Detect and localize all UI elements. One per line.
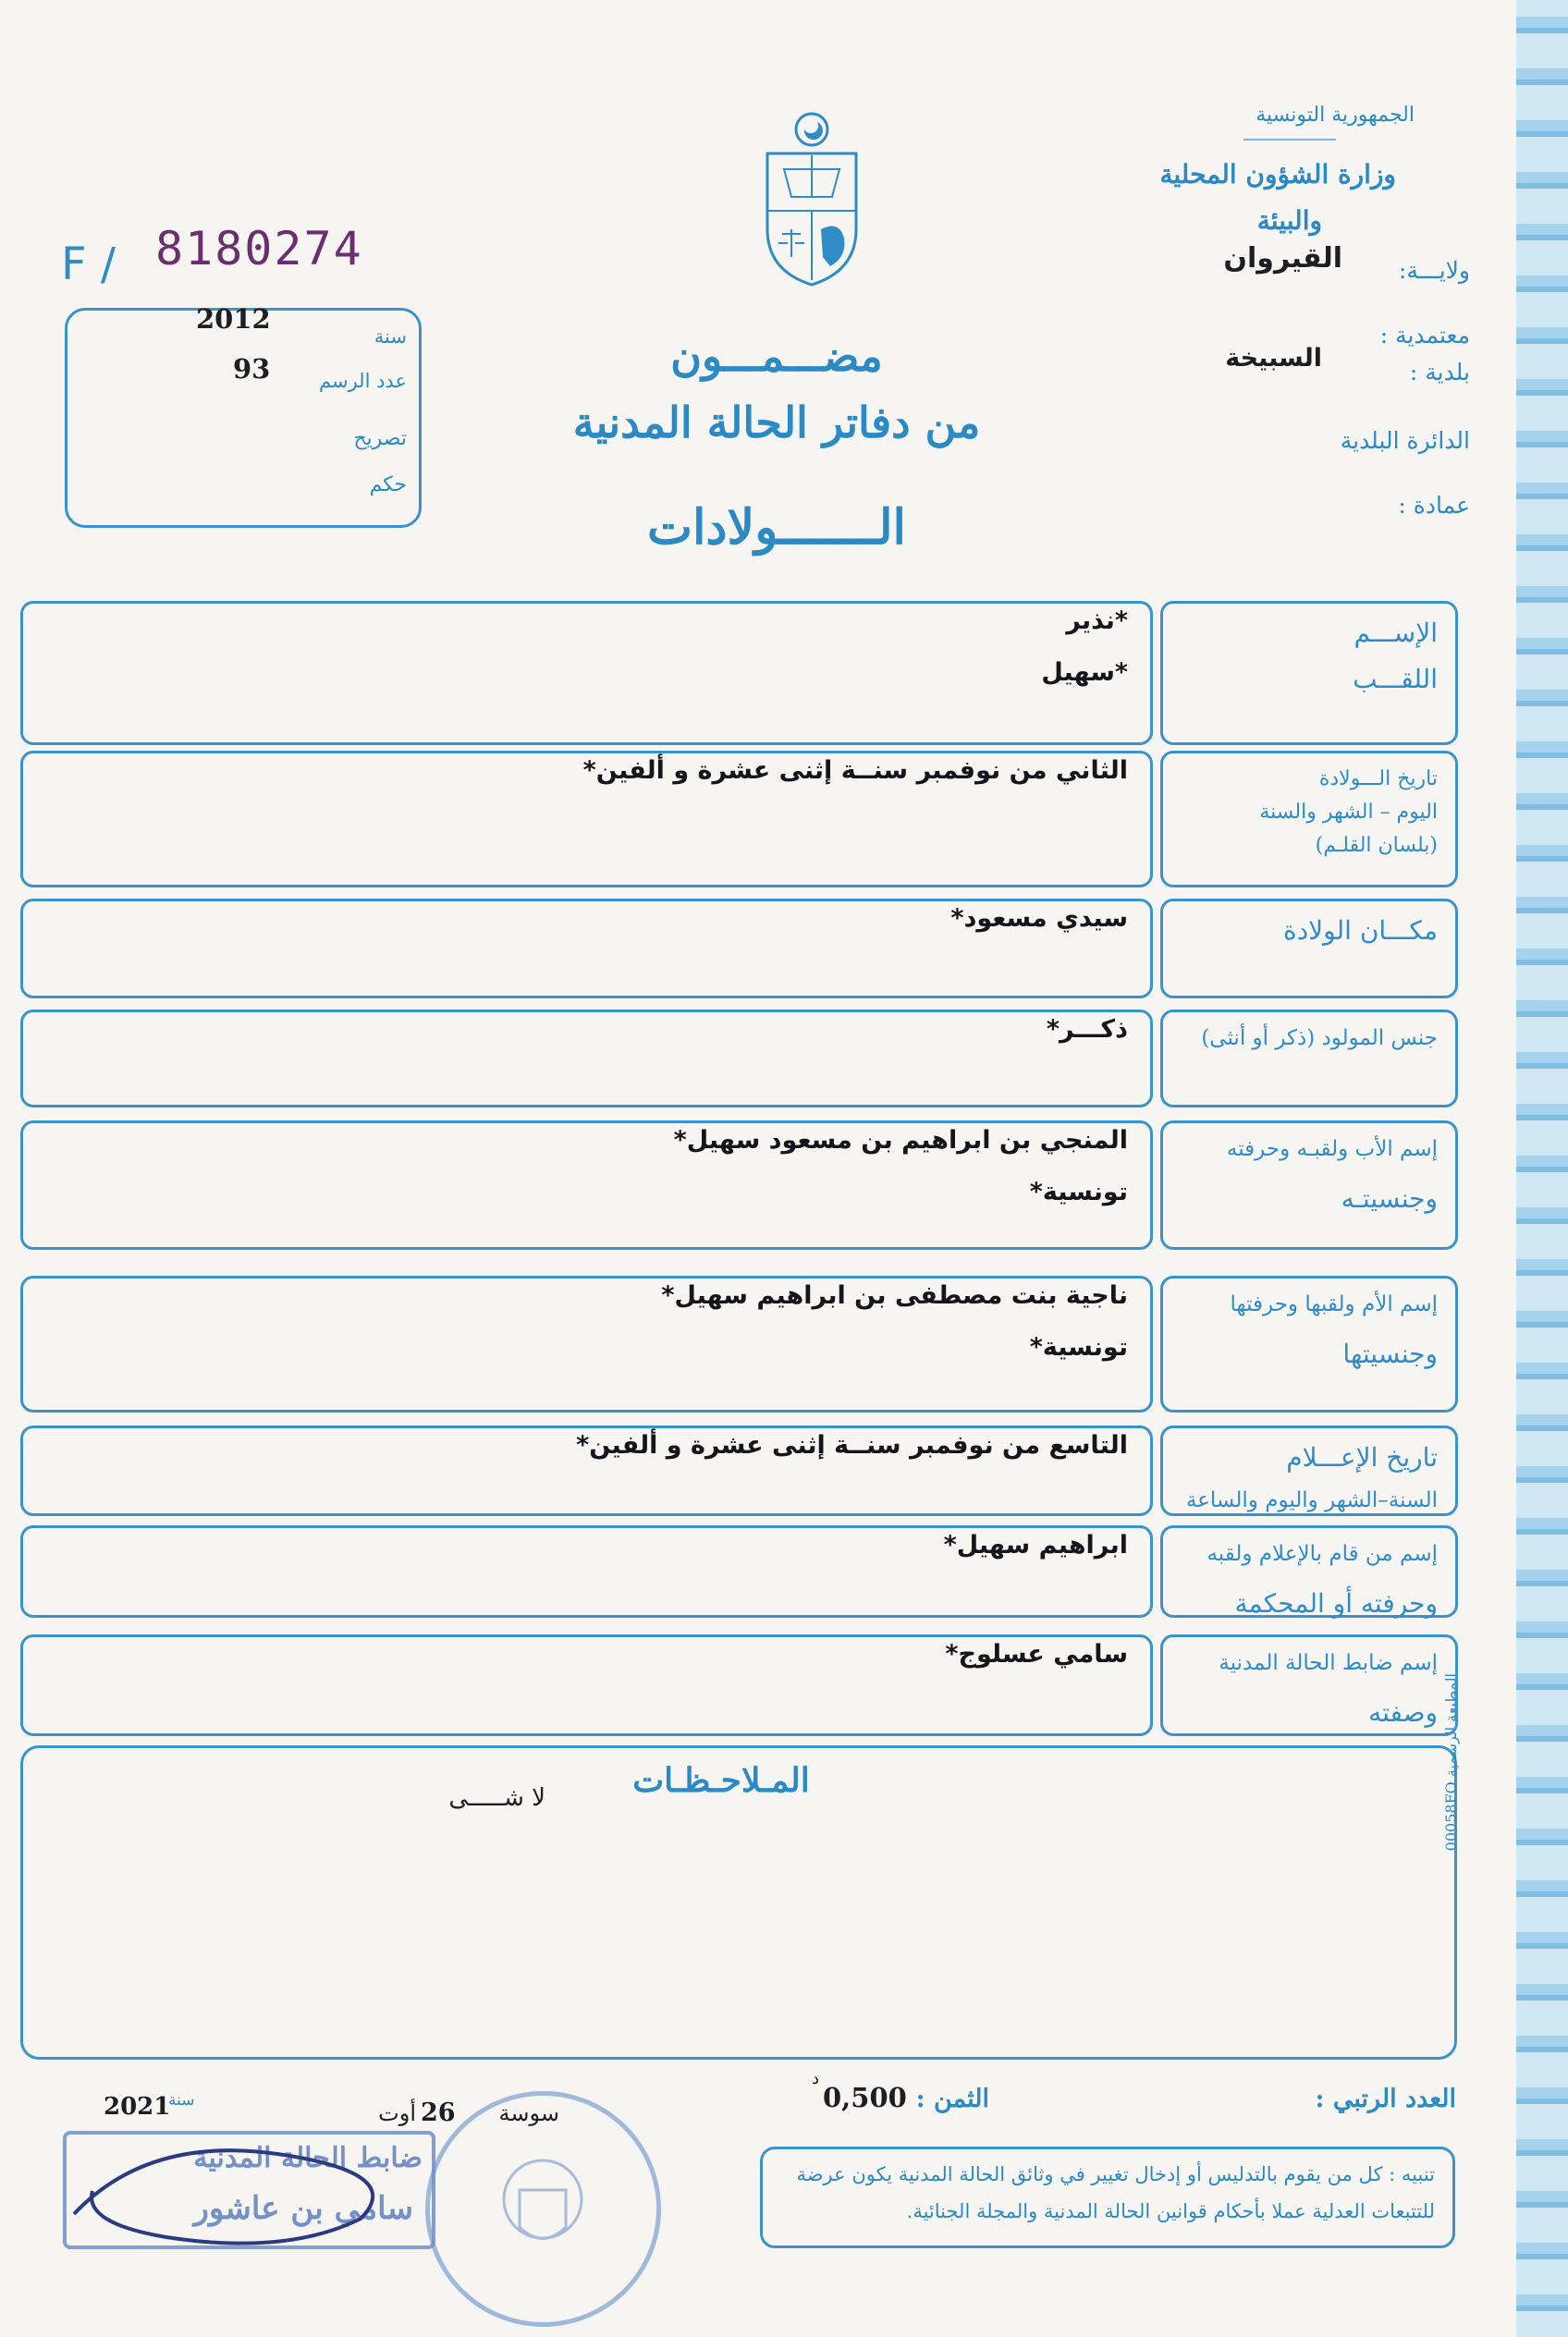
- registry-year-label: سنة: [374, 325, 407, 348]
- ministry-label: وزارة الشؤون المحلية: [1159, 159, 1396, 190]
- section-title: الـــــــولادات: [646, 499, 906, 556]
- header-divider: [1243, 139, 1336, 141]
- field-value: المنجي بن ابراهيم بن مسعود سهيل*: [673, 1126, 1128, 1155]
- field-value: ابراهيم سهيل*: [943, 1531, 1128, 1560]
- field-label: إسم الأب ولقبـه وحرفته: [1226, 1137, 1438, 1161]
- field-value: ناجية بنت مصطفى بن ابراهيم سهيل*: [661, 1281, 1128, 1310]
- field-label: مكـــان الولادة: [1283, 915, 1438, 946]
- remarks-label: المـلاحـظـات: [632, 1761, 810, 1800]
- round-seal: [425, 2091, 661, 2327]
- field-label-box: [1160, 1009, 1458, 1107]
- field-value: تونسية*: [1029, 1333, 1128, 1362]
- serial-order-label: العدد الرتبي :: [1315, 2085, 1456, 2113]
- field-value: الثاني من نوفمبر سنــة إثنى عشرة و ألفين*: [582, 756, 1128, 785]
- issue-day: 26: [421, 2098, 456, 2127]
- field-label: وحرفته أو المحكمة: [1234, 1588, 1438, 1619]
- price-value: 0,500: [823, 2082, 907, 2113]
- field-label: اللقـــب: [1353, 664, 1438, 694]
- official-stamp-title: ضابط الحالة المدنية: [193, 2142, 423, 2174]
- issue-year-label: سنة: [168, 2091, 195, 2110]
- warning-line-2: للتتبعات العدلية عملا بأحكام قوانين الحالة المدنية والمجلة الجنائية.: [906, 2200, 1435, 2222]
- price-unit: د: [812, 2069, 820, 2088]
- warning-box: [760, 2147, 1455, 2248]
- serial-number: 8180274: [155, 222, 363, 275]
- printer-mark: المطبعة الرسمية 00058FO: [1442, 1673, 1460, 1852]
- registry-record-value: 93: [233, 353, 271, 385]
- remarks-value: لا شـــــى: [448, 1784, 545, 1812]
- issue-place: سوسة: [498, 2100, 559, 2126]
- baladia-value: السبيخة: [1225, 344, 1322, 373]
- ministry-label-2: والبيئة: [1256, 205, 1322, 236]
- field-label: الإســـم: [1354, 618, 1438, 648]
- wilaya-label: ولايـــة:: [1398, 257, 1470, 284]
- official-signature-name: سامي بن عاشور: [193, 2190, 413, 2227]
- field-label: وجنسيتـه: [1341, 1183, 1438, 1214]
- field-label: السنة–الشهر واليوم والساعة: [1185, 1488, 1438, 1512]
- field-label: جنس المولود (ذكر أو أنثى): [1201, 1026, 1438, 1050]
- field-label: تاريخ الـــولادة: [1318, 767, 1438, 790]
- issue-year-value: 2021: [104, 2093, 171, 2121]
- serial-prefix: F /: [61, 239, 116, 290]
- registry-record-label: عدد الرسم: [319, 370, 407, 392]
- document-subtitle: من دفاتر الحالة المدنية: [572, 398, 981, 447]
- signature-scribble-icon: [55, 2126, 425, 2256]
- field-value: التاسع من نوفمبر سنــة إثنى عشرة و ألفين*: [576, 1431, 1128, 1460]
- omada-label: عمادة :: [1398, 492, 1470, 519]
- field-label: إسم ضابط الحالة المدنية: [1219, 1651, 1438, 1675]
- coat-of-arms-icon: [756, 109, 867, 289]
- field-value: *نذير: [1066, 606, 1128, 635]
- baladia-label: بلدية :: [1409, 359, 1470, 385]
- field-value: سامي عسلوج*: [945, 1640, 1128, 1669]
- issue-month: أوت: [378, 2100, 416, 2126]
- registry-declaration-label: تصريح: [353, 427, 407, 450]
- price-label: الثمن :: [915, 2085, 989, 2113]
- field-label: إسم من قام بالإعلام ولقبه: [1207, 1542, 1438, 1566]
- field-label: اليوم – الشهر والسنة: [1259, 801, 1438, 824]
- document-title: مضـــمـــون: [670, 331, 883, 381]
- field-value: ذكـــر*: [1046, 1015, 1128, 1044]
- field-value: *سهيل: [1041, 658, 1128, 687]
- field-label: وجنسيتها: [1342, 1339, 1438, 1369]
- registry-judgment-label: حكم: [369, 473, 407, 496]
- field-label: (بلسان القلـم): [1315, 834, 1438, 857]
- field-label: تاريخ الإعـــلام: [1286, 1442, 1438, 1473]
- registry-year-value: 2012: [196, 303, 271, 335]
- field-label: وصفته: [1368, 1697, 1438, 1728]
- security-border: [1516, 0, 1568, 2337]
- field-value: تونسية*: [1029, 1178, 1128, 1206]
- moatamadia-label: معتمدية :: [1379, 322, 1470, 349]
- warning-line-1: تنبيه : كل من يقوم بالتدليس أو إدخال تغيير في وثائق الحالة المدنية يكون عرضة: [796, 2163, 1435, 2185]
- field-label-box: [1160, 899, 1458, 998]
- field-value: سيدي مسعود*: [950, 904, 1128, 933]
- municipal-circle-label: الدائرة البلدية: [1340, 427, 1470, 454]
- seal-emblem-icon: [496, 2153, 589, 2264]
- wilaya-value: القيروان: [1223, 242, 1342, 275]
- field-label: إسم الأم ولقبها وحرفتها: [1230, 1292, 1438, 1316]
- republic-label: الجمهورية التونسية: [1256, 104, 1415, 127]
